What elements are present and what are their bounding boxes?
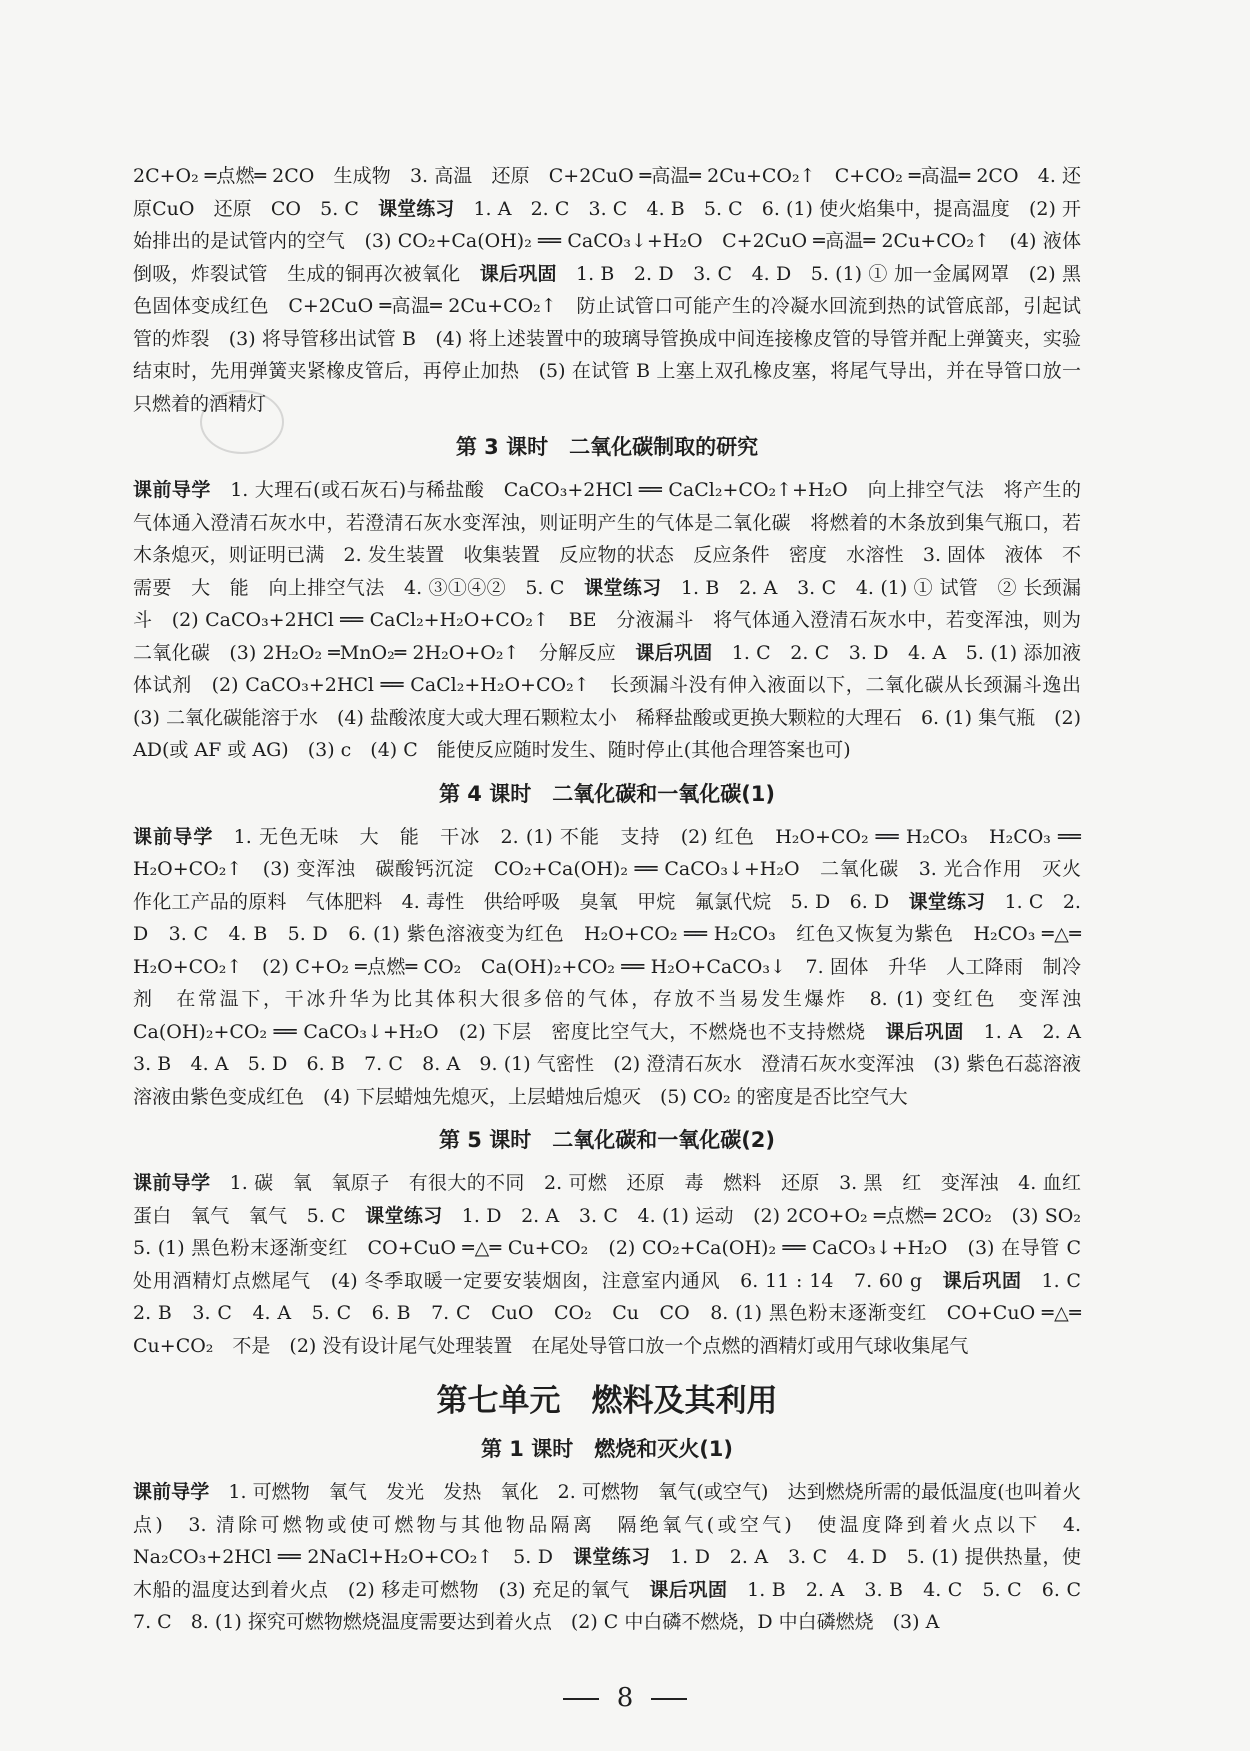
lesson3-answers: 课前导学 1. 大理石(或石灰石)与稀盐酸 CaCO₃+2HCl ══ CaCl₂+CO₂↑+H₂O 向上排空气法 将产生的气体通入澄清石灰水中，若澄清石灰水变浑浊，则证明产生的气体是二氧化碳 将燃着的木条放到集气瓶口，若木条熄灭，则证明已满 2. 发生装置 收集装置 反应物的状态 反应条件 密度 水溶性 3. 固体 液体 不需要 大 能 向上排空气法 4. ③①④② 5. C 课堂练习 1. B 2. A 3. C 4. (1) ① 试管 ② 长颈漏斗 (2) CaCO₃+2HCl ══ CaCl₂+H₂O+CO₂↑ BE 分液漏斗 将气体通入澄清石灰水中，若变浑浊，则为二氧化碳 (3) 2H₂O₂ ═MnO₂═ 2H₂O+O₂↑ 分解反应 课后巩固 1. C 2. C 3. D 4. A 5. (1) 添加液体试剂 (2) CaCO₃+2HCl ══ CaCl₂+H₂O+CO₂↑ 长颈漏斗没有伸入液面以下，二氧化碳从长颈漏斗逸出 (3) 二氧化碳能溶于水 (4) 盐酸浓度大或大理石颗粒太小 稀释盐酸或更换大颗粒的大理石 6. (1) 集气瓶 (2) AD(或 AF 或 AG) (3) c (4) C 能使反应随时发生、随时停止(其他合理答案也可) xyxy=(133,479,1101,761)
page-number xyxy=(0,1683,1250,1713)
answer-content xyxy=(133,160,1101,1639)
lesson5-title: 第 5 课时 二氧化碳和一氧化碳(2) xyxy=(438,1128,776,1152)
page-number-value: 8 xyxy=(616,1683,634,1713)
lesson4-title: 第 4 课时 二氧化碳和一氧化碳(1) xyxy=(438,781,776,806)
lesson3-title: 第 3 课时 二氧化碳制取的研究 xyxy=(455,435,759,459)
unit7-lesson1-answers: 课前导学 1. 可燃物 氧气 发光 发热 氧化 2. 可燃物 氧气(或空气) 达到燃烧所需的最低温度(也叫着火点) 3. 清除可燃物或使可燃物与其他物品隔离 隔绝氧气(或空气) 使温度降到着火点以下 4. Na₂CO₃+2HCl ══ 2NaCl+H₂O+CO₂↑ 5. D 课堂练习 1. D 2. A 3. C 4. D 5. (1) 提供热量，使木船的温度达到着火点 (2) 移走可燃物 (3) 充足的氧气 课后巩固 1. B 2. A 3. B 4. C 5. C 6. C 7. C 8. (1) 探究可燃物燃烧温度需要达到着火点 (2) C 中白磷不燃烧，D 中白磷燃烧 (3) A xyxy=(133,1481,1101,1633)
lesson5-answers: 课前导学 1. 碳 氧 氧原子 有很大的不同 2. 可燃 还原 毒 燃料 还原 3. 黑 红 变浑浊 4. 血红蛋白 氧气 氧气 5. C 课堂练习 1. D 2. A 3. C 4. (1) 运动 (2) 2CO+O₂ ═点燃═ 2CO₂ (3) SO₂ 5. (1) 黑色粉末逐渐变红 CO+CuO ═△═ Cu+CO₂ (2) CO₂+Ca(OH)₂ ══ CaCO₃↓+H₂O (3) 在导管 C 处用酒精灯点燃尾气 (4) 冬季取暖一定要安装烟囱，注意室内通风 6. 11 : 14 7. 60 g 课后巩固 1. C 2. B 3. C 4. A 5. C 6. B 7. C CuO CO₂ Cu CO 8. (1) 黑色粉末逐渐变红 CO+CuO ═△═ Cu+CO₂ 不是 (2) 没有设计尾气处理装置 在尾处导管口放一个点燃的酒精灯或用气球收集尾气 xyxy=(133,1172,1101,1357)
unit7-title: 第七单元 燃料及其利用 xyxy=(436,1383,778,1419)
dash-right xyxy=(651,1698,687,1700)
lesson2-answers: 2C+O₂ ═点燃═ 2CO 生成物 3. 高温 还原 C+2CuO ═高温═ 2Cu+CO₂↑ C+CO₂ ═高温═ 2CO 4. 还原CuO 还原 CO 5. C 课堂练习 1. A 2. C 3. C 4. B 5. C 6. (1) 使火焰集中，提高温度 (2) 开始排出的是试管内的空气 (3) CO₂+Ca(OH)₂ ══ CaCO₃↓+H₂O C+2CuO ═高温═ 2Cu+CO₂↑ (4) 液体倒吸，炸裂试管 生成的铜再次被氧化 课后巩固 1. B 2. D 3. C 4. D 5. (1) ① 加一金属网罩 (2) 黑色固体变成红色 C+2CuO ═高温═ 2Cu+CO₂↑ 防止试管口可能产生的冷凝水回流到热的试管底部，引起试管的炸裂 (3) 将导管移出试管 B (4) 将上述装置中的玻璃导管换成中间连接橡皮管的导管并配上弹簧夹，实验结束时，先用弹簧夹紧橡皮管后，再停止加热 (5) 在试管 B 上塞上双孔橡皮塞，将尾气导出，并在导管口放一只燃着的酒精灯 xyxy=(133,165,1081,415)
lesson4-answers: 课前导学 1. 无色无味 大 能 干冰 2. (1) 不能 支持 (2) 红色 H₂O+CO₂ ══ H₂CO₃ H₂CO₃ ══ H₂O+CO₂↑ (3) 变浑浊 碳酸钙沉淀 CO₂+Ca(OH)₂ ══ CaCO₃↓+H₂O 二氧化碳 3. 光合作用 灭火 作化工产品的原料 气体肥料 4. 毒性 供给呼吸 臭氧 甲烷 氟氯代烷 5. D 6. D 课堂练习 1. C 2. D 3. C 4. B 5. D 6. (1) 紫色溶液变为红色 H₂O+CO₂ ══ H₂CO₃ 红色又恢复为紫色 H₂CO₃ ═△═ H₂O+CO₂↑ (2) C+O₂ ═点燃═ CO₂ Ca(OH)₂+CO₂ ══ H₂O+CaCO₃↓ 7. 固体 升华 人工降雨 制冷剂 在常温下，干冰升华为比其体积大很多倍的气体，存放不当易发生爆炸 8. (1) 变红色 变浑浊 Ca(OH)₂+CO₂ ══ CaCO₃↓+H₂O (2) 下层 密度比空气大，不燃烧也不支持燃烧 课后巩固 1. A 2. A 3. B 4. A 5. D 6. B 7. C 8. A 9. (1) 气密性 (2) 澄清石灰水 澄清石灰水变浑浊 (3) 紫色石蕊溶液 溶液由紫色变成红色 (4) 下层蜡烛先熄灭，上层蜡烛后熄灭 (5) CO₂ 的密度是否比空气大 xyxy=(133,825,1101,1108)
unit7-lesson1-title: 第 1 课时 燃烧和灭火(1) xyxy=(480,1437,734,1461)
dash-left xyxy=(563,1698,599,1700)
